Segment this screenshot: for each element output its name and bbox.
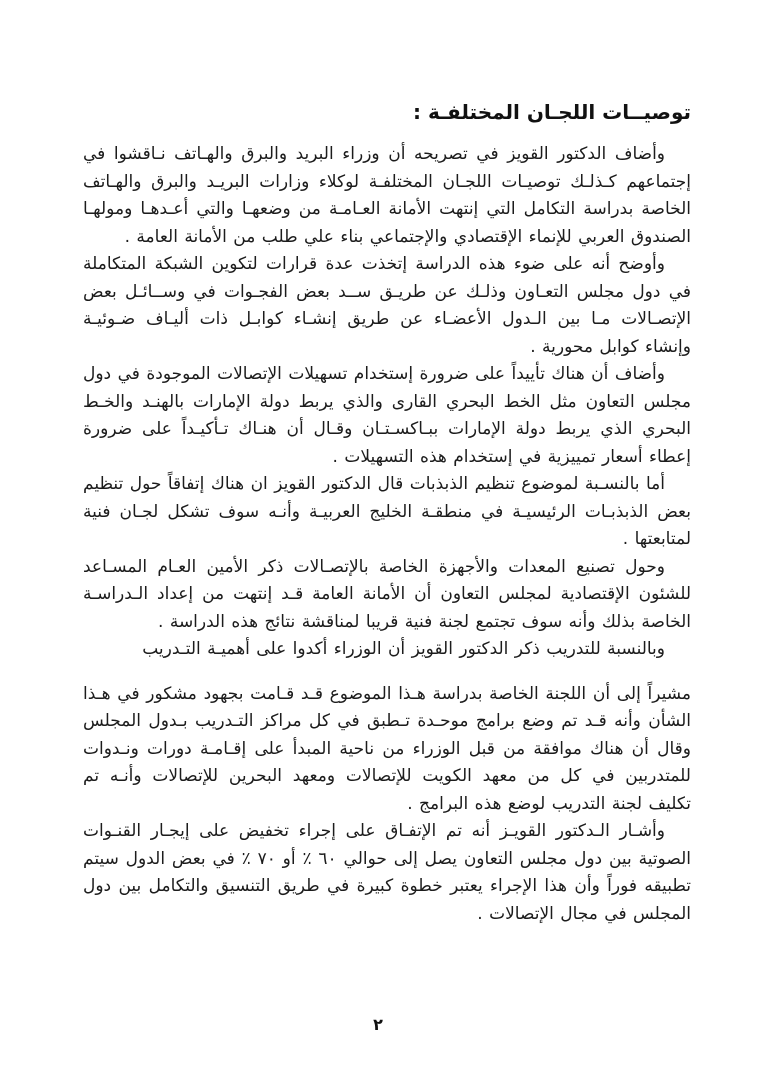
text-block <box>83 100 691 928</box>
paragraph: وأضاف أن هناك تأييداً على ضرورة إستخدام تسهيلات الإتصالات الموجودة في دول مجلس التعاون مثل الخط البحري القارى والذي يربط دولة الإمارات بالهنـد والخـط البحري الذي يربط دولة الإمارات ببـاكسـتـان وقـال أن هنـاك تـأكيـداً على ضرورة إعطاء أسعار تمييزية في إستخدام هذه التسهيلات . <box>83 364 691 467</box>
section-title: توصيــات اللجـان المختلفـة : <box>413 100 691 124</box>
paragraph: أما بالنسـبة لموضوع تنظيم الذبذبات قال الدكتور القويز ان هناك إتفاقاً حول تنظيم بعض الذبذبـات الرئيسيـة في منطقـة الخليج العربيـة وأنـه سوف تشكل لجـان فنية لمتابعتها . <box>83 474 691 549</box>
paragraph: وأوضح أنه على ضوء هذه الدراسة إتخذت عدة قرارات لتكوين الشبكة المتكاملة في دول مجلس التعـاون وذلـك عن طريـق ســد بعض الفجـوات في وســائـل بعض الإتصـالات مـا بين الـدول الأعضـاء عن طريق إنشـاء كوابـل ذات أليـاف ضـوئيـة وإنشاء كوابل محورية . <box>83 254 691 357</box>
page-number: ٢ <box>373 1015 383 1034</box>
paragraph: مشيراً إلى أن اللجنة الخاصة بدراسة هـذا الموضوع قـد قـامت بجهود مشكور في هـذا الشأن وأنه قـد تم وضع برامج موحـدة تـطبق في كل مراكز التـدريب بـدول المجلس وقال أن هناك موافقة من قبل الوزراء من ناحية المبدأ على إقـامـة دورات ونـدوات للمتدربين في كل من معهد الكويت للإتصالات ومعهد البحرين للإتصالات وأنـه تم تكليف لجنة التدريب لوضع هذه البرامج . <box>83 683 691 814</box>
paragraph: وأضاف الدكتور القويز في تصريحه أن وزراء البريد والبرق والهـاتف نـاقشوا في إجتماعهم كـذلـك توصيـات اللجـان المختلفـة لوكلاء وزارات البريـد والبرق والهـاتف الخاصة بدراسة التكامل التي إنتهت الأمانة العـامـة من وضعهـا والتي أعـدهـا ومولهـا الصندوق العربي للإنماء الإقتصادي والإجتماعي بناء علي طلب من الأمانة العامة . <box>83 144 691 247</box>
paragraph: وأشـار الـدكتور القويـز أنه تم الإتفـاق على إجراء تخفيض على إيجـار القنـوات الصوتية بين دول مجلس التعاون يصل إلى حوالي ٦٠ ٪ أو ٧٠ ٪ في بعض الدول سيتم تطبيقه فوراً وأن هذا الإجراء يعتبر خطوة كبيرة في طريق التنسيق والتكامل بين دول المجلس في مجال الإتصالات . <box>83 821 691 924</box>
paragraph: وحول تصنيع المعدات والأجهزة الخاصة بالإتصـالات ذكر الأمين العـام المسـاعد للشئون الإقتصادية لمجلس التعاون أن الأمانة العامة قـد إنتهت من إعداد الـدراسـة الخاصة بذلك وأنه سوف تجتمع لجنة فنية قريبا لمناقشة نتائج هذه الدراسة . <box>83 556 691 632</box>
paragraph: وبالنسبة للتدريب ذكر الدكتور القويز أن الوزراء أكدوا على أهميـة التـدريب <box>142 639 665 659</box>
